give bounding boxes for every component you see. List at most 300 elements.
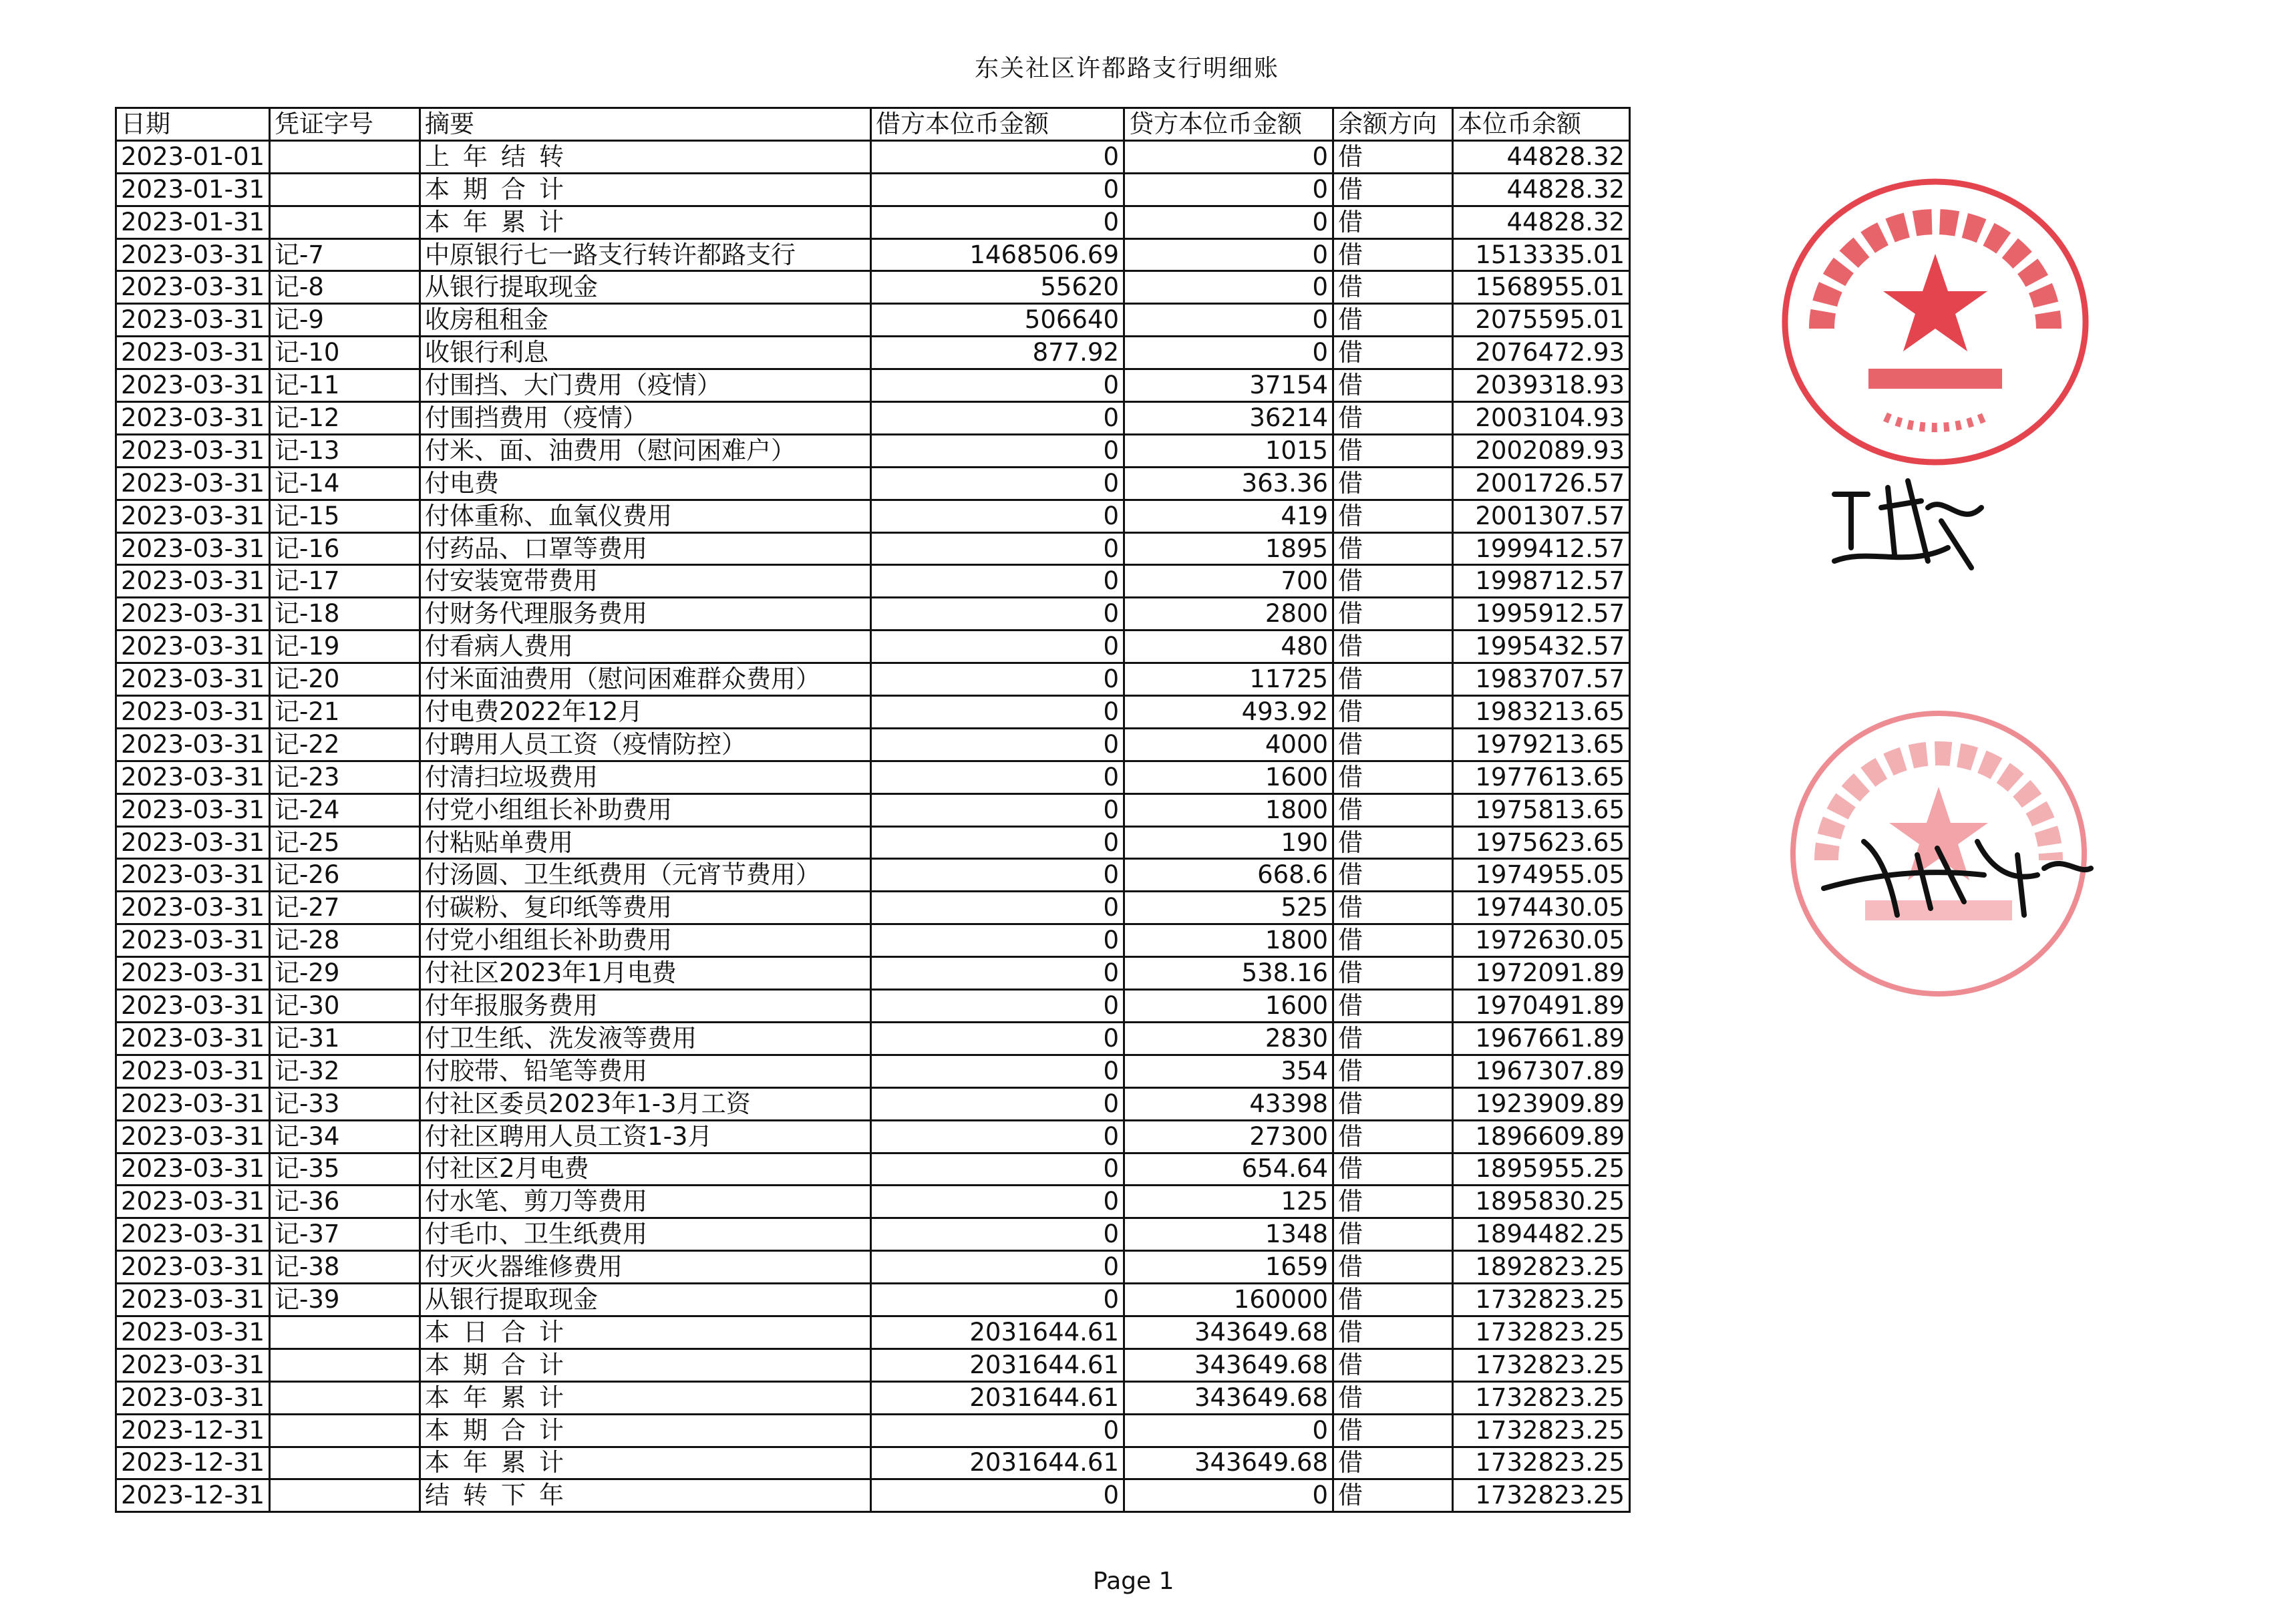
cell-date: 2023-03-31 (116, 1349, 270, 1381)
cell-credit: 700 (1124, 565, 1333, 598)
cell-direction: 借 (1333, 1218, 1453, 1251)
cell-voucher: 记-25 (270, 826, 420, 859)
cell-summary: 付党小组组长补助费用 (420, 793, 871, 826)
cell-debit: 55620 (871, 271, 1124, 304)
cell-balance: 2002089.93 (1453, 434, 1630, 467)
cell-summary: 付胶带、铅笔等费用 (420, 1055, 871, 1087)
cell-direction: 借 (1333, 1381, 1453, 1414)
cell-balance: 1895830.25 (1453, 1186, 1630, 1218)
handwritten-signature (1828, 468, 1988, 588)
table-row (116, 1284, 1630, 1316)
cell-debit: 0 (871, 434, 1124, 467)
cell-direction: 借 (1333, 173, 1453, 206)
cell-credit: 1015 (1124, 434, 1333, 467)
cell-debit: 0 (871, 631, 1124, 663)
cell-summary: 付社区2月电费 (420, 1153, 871, 1186)
cell-credit: 493.92 (1124, 696, 1333, 729)
header-voucher: 凭证字号 (270, 108, 420, 141)
cell-balance: 1995432.57 (1453, 631, 1630, 663)
cell-date: 2023-01-01 (116, 140, 270, 173)
cell-debit: 0 (871, 924, 1124, 957)
cell-debit: 0 (871, 1022, 1124, 1055)
cell-credit: 1800 (1124, 924, 1333, 957)
cell-balance: 1975623.65 (1453, 826, 1630, 859)
cell-balance: 1977613.65 (1453, 761, 1630, 793)
cell-balance: 1970491.89 (1453, 990, 1630, 1023)
cell-voucher: 记-9 (270, 304, 420, 337)
cell-voucher: 记-34 (270, 1120, 420, 1153)
cell-direction: 借 (1333, 1153, 1453, 1186)
cell-direction: 借 (1333, 696, 1453, 729)
cell-debit: 0 (871, 1186, 1124, 1218)
cell-summary: 从银行提取现金 (420, 1284, 871, 1316)
cell-summary: 付卫生纸、洗发液等费用 (420, 1022, 871, 1055)
cell-voucher: 记-10 (270, 337, 420, 369)
cell-direction: 借 (1333, 924, 1453, 957)
cell-debit: 877.92 (871, 337, 1124, 369)
cell-debit: 0 (871, 1284, 1124, 1316)
cell-balance: 1895955.25 (1453, 1153, 1630, 1186)
cell-direction: 借 (1333, 1284, 1453, 1316)
table-row (116, 140, 1630, 173)
cell-direction: 借 (1333, 369, 1453, 402)
cell-debit: 0 (871, 140, 1124, 173)
cell-date: 2023-03-31 (116, 696, 270, 729)
cell-credit: 37154 (1124, 369, 1333, 402)
table-row (116, 467, 1630, 500)
cell-voucher: 记-14 (270, 467, 420, 500)
cell-direction: 借 (1333, 1186, 1453, 1218)
cell-summary: 本期合计 (420, 1349, 871, 1381)
cell-balance: 1732823.25 (1453, 1316, 1630, 1349)
cell-credit: 36214 (1124, 402, 1333, 435)
cell-date: 2023-03-31 (116, 793, 270, 826)
cell-direction: 借 (1333, 532, 1453, 565)
cell-voucher: 记-39 (270, 1284, 420, 1316)
cell-voucher: 记-28 (270, 924, 420, 957)
cell-date: 2023-12-31 (116, 1447, 270, 1479)
cell-voucher (270, 1479, 420, 1512)
cell-debit: 0 (871, 892, 1124, 924)
cell-voucher: 记-22 (270, 728, 420, 761)
cell-summary: 本年累计 (420, 1447, 871, 1479)
cell-debit: 0 (871, 826, 1124, 859)
cell-direction: 借 (1333, 304, 1453, 337)
cell-balance: 44828.32 (1453, 140, 1630, 173)
cell-date: 2023-03-31 (116, 663, 270, 696)
cell-date: 2023-03-31 (116, 565, 270, 598)
table-row (116, 304, 1630, 337)
cell-direction: 借 (1333, 990, 1453, 1023)
cell-voucher (270, 1414, 420, 1447)
table-row (116, 500, 1630, 532)
cell-voucher: 记-35 (270, 1153, 420, 1186)
header-date: 日期 (116, 108, 270, 141)
cell-date: 2023-03-31 (116, 337, 270, 369)
cell-debit: 0 (871, 1414, 1124, 1447)
cell-direction: 借 (1333, 1022, 1453, 1055)
table-row (116, 1316, 1630, 1349)
table-row (116, 924, 1630, 957)
cell-voucher: 记-23 (270, 761, 420, 793)
cell-credit: 1895 (1124, 532, 1333, 565)
cell-summary: 付灭火器维修费用 (420, 1251, 871, 1284)
cell-credit: 654.64 (1124, 1153, 1333, 1186)
cell-voucher: 记-37 (270, 1218, 420, 1251)
cell-summary: 付聘用人员工资（疫情防控） (420, 728, 871, 761)
cell-direction: 借 (1333, 663, 1453, 696)
table-row (116, 696, 1630, 729)
cell-date: 2023-03-31 (116, 1153, 270, 1186)
cell-date: 2023-03-31 (116, 1381, 270, 1414)
cell-credit: 11725 (1124, 663, 1333, 696)
cell-date: 2023-03-31 (116, 304, 270, 337)
cell-voucher: 记-7 (270, 238, 420, 271)
cell-voucher: 记-8 (270, 271, 420, 304)
cell-credit: 363.36 (1124, 467, 1333, 500)
cell-voucher: 记-19 (270, 631, 420, 663)
cell-voucher: 记-17 (270, 565, 420, 598)
cell-voucher (270, 1316, 420, 1349)
cell-summary: 付围挡、大门费用（疫情） (420, 369, 871, 402)
cell-direction: 借 (1333, 761, 1453, 793)
cell-credit: 4000 (1124, 728, 1333, 761)
cell-direction: 借 (1333, 1349, 1453, 1381)
cell-credit: 0 (1124, 173, 1333, 206)
cell-voucher: 记-20 (270, 663, 420, 696)
cell-date: 2023-03-31 (116, 1186, 270, 1218)
cell-direction: 借 (1333, 434, 1453, 467)
cell-summary: 付米面油费用（慰问困难群众费用） (420, 663, 871, 696)
cell-direction: 借 (1333, 598, 1453, 631)
header-credit: 贷方本位币金额 (1124, 108, 1333, 141)
page-number: Page 1 (1093, 1568, 1174, 1595)
cell-direction: 借 (1333, 1055, 1453, 1087)
cell-direction: 借 (1333, 206, 1453, 238)
cell-summary: 付清扫垃圾费用 (420, 761, 871, 793)
table-row (116, 271, 1630, 304)
cell-debit: 0 (871, 859, 1124, 892)
cell-voucher: 记-16 (270, 532, 420, 565)
cell-debit: 2031644.61 (871, 1349, 1124, 1381)
cell-summary: 付党小组组长补助费用 (420, 924, 871, 957)
cell-credit: 668.6 (1124, 859, 1333, 892)
cell-balance: 1923909.89 (1453, 1087, 1630, 1120)
cell-debit: 0 (871, 467, 1124, 500)
cell-credit: 160000 (1124, 1284, 1333, 1316)
cell-date: 2023-03-31 (116, 761, 270, 793)
cell-debit: 0 (871, 369, 1124, 402)
cell-balance: 2001307.57 (1453, 500, 1630, 532)
cell-direction: 借 (1333, 337, 1453, 369)
cell-date: 2023-01-31 (116, 206, 270, 238)
cell-voucher: 记-24 (270, 793, 420, 826)
cell-credit: 125 (1124, 1186, 1333, 1218)
cell-direction: 借 (1333, 1414, 1453, 1447)
cell-balance: 1974430.05 (1453, 892, 1630, 924)
cell-debit: 0 (871, 1055, 1124, 1087)
cell-balance: 1999412.57 (1453, 532, 1630, 565)
cell-voucher: 记-36 (270, 1186, 420, 1218)
cell-balance: 1967661.89 (1453, 1022, 1630, 1055)
cell-date: 2023-03-31 (116, 924, 270, 957)
cell-summary: 付社区2023年1月电费 (420, 957, 871, 990)
cell-balance: 1568955.01 (1453, 271, 1630, 304)
cell-date: 2023-03-31 (116, 1055, 270, 1087)
cell-balance: 1513335.01 (1453, 238, 1630, 271)
cell-voucher: 记-33 (270, 1087, 420, 1120)
cell-date: 2023-03-31 (116, 402, 270, 435)
cell-credit: 538.16 (1124, 957, 1333, 990)
table-row (116, 826, 1630, 859)
cell-debit: 0 (871, 1153, 1124, 1186)
cell-credit: 1659 (1124, 1251, 1333, 1284)
cell-debit: 0 (871, 402, 1124, 435)
cell-debit: 0 (871, 1120, 1124, 1153)
header-direction: 余额方向 (1333, 108, 1453, 141)
cell-direction: 借 (1333, 1447, 1453, 1479)
cell-balance: 2001726.57 (1453, 467, 1630, 500)
cell-balance: 2076472.93 (1453, 337, 1630, 369)
cell-summary: 上年结转 (420, 140, 871, 173)
table-row (116, 532, 1630, 565)
cell-date: 2023-03-31 (116, 598, 270, 631)
cell-debit: 2031644.61 (871, 1381, 1124, 1414)
cell-voucher: 记-30 (270, 990, 420, 1023)
table-row (116, 761, 1630, 793)
table-row (116, 598, 1630, 631)
cell-summary: 付电费 (420, 467, 871, 500)
header-balance: 本位币余额 (1453, 108, 1630, 141)
cell-balance: 2003104.93 (1453, 402, 1630, 435)
table-row (116, 1186, 1630, 1218)
cell-credit: 480 (1124, 631, 1333, 663)
cell-direction: 借 (1333, 500, 1453, 532)
cell-balance: 44828.32 (1453, 173, 1630, 206)
cell-balance: 1995912.57 (1453, 598, 1630, 631)
table-row (116, 369, 1630, 402)
cell-balance: 2039318.93 (1453, 369, 1630, 402)
cell-date: 2023-03-31 (116, 1022, 270, 1055)
cell-date: 2023-03-31 (116, 500, 270, 532)
cell-summary: 结转下年 (420, 1479, 871, 1512)
table-row (116, 663, 1630, 696)
cell-debit: 1468506.69 (871, 238, 1124, 271)
page-title: 东关社区许都路支行明细账 (974, 55, 1279, 82)
cell-credit: 190 (1124, 826, 1333, 859)
cell-credit: 43398 (1124, 1087, 1333, 1120)
cell-date: 2023-03-31 (116, 369, 270, 402)
cell-credit: 1600 (1124, 990, 1333, 1023)
cell-direction: 借 (1333, 793, 1453, 826)
header-debit: 借方本位币金额 (871, 108, 1124, 141)
cell-date: 2023-03-31 (116, 990, 270, 1023)
cell-balance: 2075595.01 (1453, 304, 1630, 337)
cell-voucher: 记-13 (270, 434, 420, 467)
cell-date: 2023-03-31 (116, 1218, 270, 1251)
cell-date: 2023-03-31 (116, 1087, 270, 1120)
cell-credit: 343649.68 (1124, 1349, 1333, 1381)
cell-voucher: 记-29 (270, 957, 420, 990)
cell-direction: 借 (1333, 565, 1453, 598)
cell-date: 2023-03-31 (116, 1284, 270, 1316)
cell-balance: 1892823.25 (1453, 1251, 1630, 1284)
cell-balance: 1732823.25 (1453, 1447, 1630, 1479)
cell-debit: 0 (871, 565, 1124, 598)
cell-debit: 0 (871, 793, 1124, 826)
cell-direction: 借 (1333, 1120, 1453, 1153)
table-row (116, 238, 1630, 271)
cell-voucher: 记-12 (270, 402, 420, 435)
cell-balance: 1732823.25 (1453, 1284, 1630, 1316)
cell-credit: 0 (1124, 271, 1333, 304)
cell-debit: 0 (871, 957, 1124, 990)
cell-summary: 收银行利息 (420, 337, 871, 369)
cell-summary: 付财务代理服务费用 (420, 598, 871, 631)
cell-date: 2023-03-31 (116, 1316, 270, 1349)
cell-credit: 343649.68 (1124, 1447, 1333, 1479)
cell-balance: 1732823.25 (1453, 1381, 1630, 1414)
cell-voucher: 记-32 (270, 1055, 420, 1087)
cell-debit: 0 (871, 1087, 1124, 1120)
cell-date: 2023-12-31 (116, 1479, 270, 1512)
cell-summary: 付毛巾、卫生纸费用 (420, 1218, 871, 1251)
cell-direction: 借 (1333, 1316, 1453, 1349)
cell-date: 2023-03-31 (116, 728, 270, 761)
cell-credit: 0 (1124, 238, 1333, 271)
cell-date: 2023-03-31 (116, 1120, 270, 1153)
cell-date: 2023-03-31 (116, 271, 270, 304)
cell-voucher (270, 140, 420, 173)
cell-direction: 借 (1333, 728, 1453, 761)
table-row (116, 1349, 1630, 1381)
table-row (116, 793, 1630, 826)
handwritten-signature-2 (1817, 828, 2098, 922)
cell-balance: 1732823.25 (1453, 1349, 1630, 1381)
cell-debit: 0 (871, 761, 1124, 793)
cell-balance: 1979213.65 (1453, 728, 1630, 761)
table-row (116, 859, 1630, 892)
table-row (116, 1447, 1630, 1479)
cell-direction: 借 (1333, 859, 1453, 892)
cell-debit: 0 (871, 598, 1124, 631)
table-row (116, 1414, 1630, 1447)
cell-summary: 付看病人费用 (420, 631, 871, 663)
cell-date: 2023-03-31 (116, 238, 270, 271)
cell-credit: 1800 (1124, 793, 1333, 826)
cell-direction: 借 (1333, 1479, 1453, 1512)
table-row (116, 990, 1630, 1023)
cell-date: 2023-03-31 (116, 957, 270, 990)
cell-credit: 1600 (1124, 761, 1333, 793)
cell-voucher (270, 206, 420, 238)
cell-credit: 419 (1124, 500, 1333, 532)
cell-balance: 1983213.65 (1453, 696, 1630, 729)
cell-credit: 0 (1124, 1414, 1333, 1447)
table-row (116, 434, 1630, 467)
cell-date: 2023-03-31 (116, 467, 270, 500)
cell-voucher (270, 1349, 420, 1381)
table-row (116, 957, 1630, 990)
cell-debit: 0 (871, 206, 1124, 238)
cell-credit: 0 (1124, 304, 1333, 337)
cell-direction: 借 (1333, 826, 1453, 859)
header-summary: 摘要 (420, 108, 871, 141)
cell-summary: 收房租租金 (420, 304, 871, 337)
cell-debit: 0 (871, 1251, 1124, 1284)
cell-debit: 506640 (871, 304, 1124, 337)
cell-date: 2023-01-31 (116, 173, 270, 206)
table-row (116, 402, 1630, 435)
cell-direction: 借 (1333, 140, 1453, 173)
cell-credit: 525 (1124, 892, 1333, 924)
cell-balance: 1967307.89 (1453, 1055, 1630, 1087)
table-row (116, 1055, 1630, 1087)
cell-credit: 2830 (1124, 1022, 1333, 1055)
cell-balance: 44828.32 (1453, 206, 1630, 238)
cell-voucher: 记-21 (270, 696, 420, 729)
ledger-table (115, 107, 1631, 1513)
cell-debit: 0 (871, 696, 1124, 729)
cell-date: 2023-03-31 (116, 826, 270, 859)
cell-debit: 0 (871, 173, 1124, 206)
cell-credit: 343649.68 (1124, 1381, 1333, 1414)
cell-direction: 借 (1333, 892, 1453, 924)
cell-credit: 27300 (1124, 1120, 1333, 1153)
cell-summary: 付药品、口罩等费用 (420, 532, 871, 565)
cell-voucher (270, 173, 420, 206)
cell-credit: 354 (1124, 1055, 1333, 1087)
cell-credit: 2800 (1124, 598, 1333, 631)
cell-balance: 1983707.57 (1453, 663, 1630, 696)
cell-summary: 付社区委员2023年1-3月工资 (420, 1087, 871, 1120)
cell-credit: 1348 (1124, 1218, 1333, 1251)
cell-summary: 本期合计 (420, 173, 871, 206)
cell-voucher: 记-11 (270, 369, 420, 402)
cell-voucher: 记-38 (270, 1251, 420, 1284)
cell-debit: 0 (871, 1479, 1124, 1512)
table-row (116, 565, 1630, 598)
cell-balance: 1975813.65 (1453, 793, 1630, 826)
table-row (116, 173, 1630, 206)
cell-date: 2023-03-31 (116, 532, 270, 565)
cell-direction: 借 (1333, 1087, 1453, 1120)
cell-credit: 0 (1124, 206, 1333, 238)
table-row (116, 728, 1630, 761)
cell-credit: 0 (1124, 140, 1333, 173)
cell-balance: 1732823.25 (1453, 1414, 1630, 1447)
cell-debit: 0 (871, 532, 1124, 565)
official-seal-top (1772, 168, 2099, 476)
cell-voucher: 记-18 (270, 598, 420, 631)
cell-credit: 0 (1124, 1479, 1333, 1512)
cell-summary: 付汤圆、卫生纸费用（元宵节费用） (420, 859, 871, 892)
table-row (116, 1022, 1630, 1055)
cell-date: 2023-03-31 (116, 859, 270, 892)
cell-balance: 1972630.05 (1453, 924, 1630, 957)
table-row (116, 631, 1630, 663)
cell-voucher (270, 1381, 420, 1414)
cell-date: 2023-12-31 (116, 1414, 270, 1447)
cell-voucher: 记-31 (270, 1022, 420, 1055)
cell-summary: 付粘贴单费用 (420, 826, 871, 859)
cell-debit: 0 (871, 663, 1124, 696)
cell-debit: 0 (871, 1218, 1124, 1251)
cell-summary: 付围挡费用（疫情） (420, 402, 871, 435)
cell-date: 2023-03-31 (116, 631, 270, 663)
cell-balance: 1972091.89 (1453, 957, 1630, 990)
cell-summary: 本期合计 (420, 1414, 871, 1447)
